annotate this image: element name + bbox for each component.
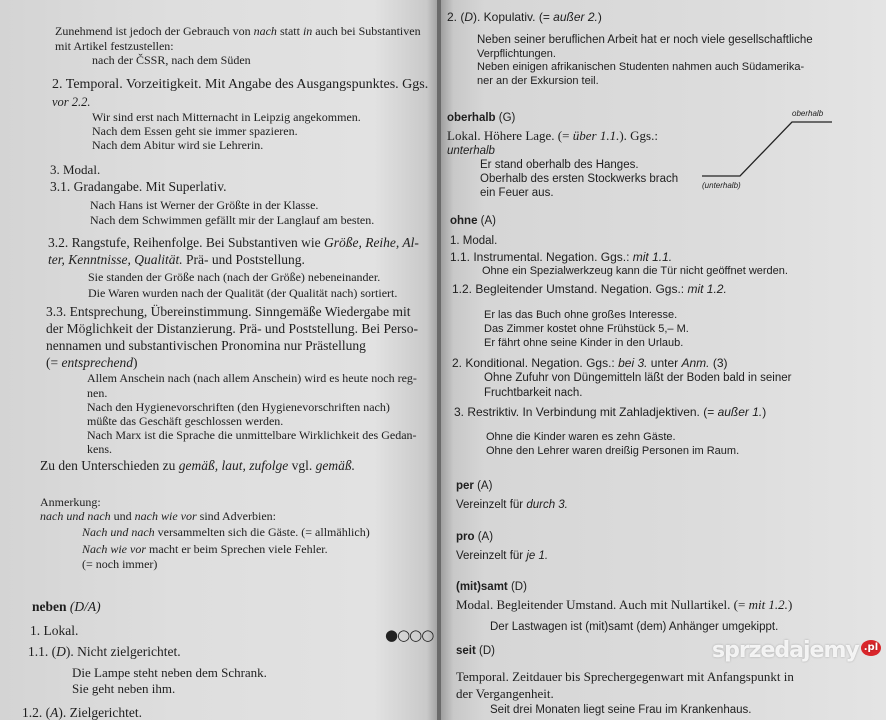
entry-headword: ohne [450,215,478,227]
italic-term: unterhalb [447,145,495,157]
text-line [450,236,497,248]
text-segment: ). Kopulativ. (= [473,10,554,24]
text-line [55,25,421,37]
text-line [40,459,355,473]
text-segment: 2. ( [447,10,465,24]
text-line [456,687,554,700]
italic-term: je 1. [526,550,549,562]
text-segment: Temporal. Zeitdauer bis Sprechergegenwart mit Anfangspunkt in [456,669,794,684]
text-line [456,646,495,658]
text-line [32,600,101,614]
text-segment: Wir sind erst nach Mitternacht in Leipzig angekommen. [92,110,361,124]
text-segment: Die Waren wurden nach der Qualität (der Qualität nach) sortiert. [88,286,398,300]
slope-line-icon [700,105,850,185]
italic-term: über 1.1. [572,128,620,143]
italic-term: D [464,10,474,24]
text-segment: 1.1. Instrumental. Negation. Ggs.: [450,250,633,264]
text-segment: (D) [507,581,527,593]
diagram-label-lower: (unterhalb) [702,181,741,190]
text-line [87,401,390,413]
text-segment: Zunehmend ist jedoch der Gebrauch von [55,24,254,38]
text-segment: ) [787,597,793,612]
text-segment: statt [276,24,303,38]
italic-term: nach und nach [40,509,111,523]
text-line [88,271,380,283]
text-segment: 2. Temporal. Vorzeitigkeit. Mit Angabe des Ausgangspunktes. Ggs. [52,77,429,92]
text-segment: müßte das Geschäft geschlossen werden. [87,414,284,428]
text-line [46,322,418,336]
italic-term: mit 1.2. [687,282,727,296]
text-line [82,526,370,538]
italic-term: D [56,644,66,659]
text-segment: Lokal. Höhere Lage. (= [447,128,573,143]
text-line [48,253,305,267]
text-line [452,283,727,295]
text-segment: mit Artikel festzustellen: [55,39,174,53]
text-line [456,532,493,544]
text-segment: Neben seiner beruflichen Arbeit hat er noch viele gesellschaftliche [477,34,813,46]
italic-term: bei 3. [618,356,648,370]
text-line [447,113,515,125]
italic-term: vor 2.2. [52,95,91,109]
text-line [486,446,739,457]
text-line [456,670,794,683]
text-segment: (D) [475,645,495,657]
text-line [50,163,100,176]
text-line [456,582,527,594]
watermark-text: sprzedajemy [712,638,859,663]
italic-term: A [50,705,59,720]
gallery-pagination-dots[interactable]: ●○○○ [385,626,434,644]
text-segment: kens. [87,442,112,456]
text-segment: vgl. [288,458,316,473]
text-line [456,500,568,512]
text-line [456,551,548,563]
text-line [456,481,492,493]
text-segment: ) [597,10,602,24]
text-segment: ). Nicht zielgerichtet. [65,644,181,659]
text-line [482,266,788,277]
text-segment: unter [647,356,682,370]
text-segment: Ohne die Kinder waren es zehn Gäste. [486,431,676,443]
text-line [46,305,411,319]
text-segment: der Möglichkeit der Distanzierung. Prä- und Poststellung. Bei Perso- [46,321,418,336]
text-line [88,287,397,299]
watermark-suffix: .pl [861,640,881,656]
text-line [484,338,683,349]
italic-term: mit 1.2. [748,597,788,612]
italic-term: außer 2. [553,10,598,24]
text-segment: nennamen und substantivischen Pronomina nur Prästellung [46,338,366,353]
text-line [452,357,728,369]
entry-headword: per [456,480,474,492]
text-line [90,199,318,211]
watermark-logo [712,640,881,662]
text-segment: Ohne ein Spezialwerkzeug kann die Tür nicht geöffnet werden. [482,265,788,277]
text-segment: Er fährt ohne seine Kinder in den Urlaub. [484,337,684,349]
text-line [72,666,267,679]
text-segment: ). Zielgerichtet. [58,705,142,720]
italic-term: (D/A) [66,599,101,614]
text-line [52,96,91,109]
italic-term: mit 1.1. [632,250,673,264]
entry-headword: oberhalb [447,112,496,124]
text-segment: Fruchtbarkeit nach. [484,387,583,399]
text-segment: 1.2. Begleitender Umstand. Negation. Ggs.: [452,282,688,296]
text-segment: 3.3. Entsprechung, Übereinstimmung. Sinngemäße Wiedergabe mit [46,304,411,319]
text-line [90,214,374,226]
text-segment: Vereinzelt für [456,499,527,511]
diagram-label-upper: oberhalb [792,109,824,118]
text-line [30,624,78,638]
italic-term: nach [253,24,277,38]
entry-headword: (mit)samt [456,581,508,593]
text-segment: Seit drei Monaten liegt seine Frau im Krankenhaus. [490,704,752,716]
italic-term: ter, Kenntnisse, Qualität. [48,252,183,267]
oberhalb-diagram [700,105,850,197]
text-line [490,622,778,634]
text-line [92,111,361,123]
text-segment: nen. [87,386,108,400]
text-segment: ein Feuer aus. [480,187,554,199]
text-line [92,125,298,137]
text-line [46,339,366,353]
text-segment: 3.1. Gradangabe. Mit Superlativ. [50,179,227,194]
text-segment: Vereinzelt für [456,550,527,562]
text-line [450,251,672,263]
text-line [456,598,792,611]
text-segment: 3. Restriktiv. In Verbindung mit Zahladjektiven. (= [454,405,718,419]
text-segment: (A) [477,215,497,227]
text-line [484,324,689,335]
text-line [92,54,251,66]
italic-term: Anm. [681,356,710,370]
text-segment: Neben einigen afrikanischen Studenten nahmen auch Südamerika- [477,61,805,73]
text-segment: Nach Marx ist die Sprache die unmittelbare Wirklichkeit des Gedan- [87,428,417,442]
text-line [477,76,599,87]
text-line [484,310,677,321]
text-segment: Nach dem Essen geht sie immer spazieren. [92,124,298,138]
text-segment: Anmerkung: [40,495,101,509]
text-line [40,510,276,522]
text-line [82,543,328,555]
text-segment: versammelten sich die Gäste. (= allmählich) [154,525,370,539]
text-segment: der Vergangenheit. [456,686,554,701]
text-segment: (3) [709,356,728,370]
text-segment: auch bei Substantiven [312,24,421,38]
text-line [50,180,226,194]
text-line [55,40,174,52]
text-segment: Verpflichtungen. [477,48,556,60]
text-segment: Das Zimmer kostet ohne Frühstück 5,– M. [484,323,689,335]
text-line [52,78,428,92]
text-segment: 3.2. Rangstufe, Reihenfolge. Bei Substantiven wie [48,235,324,250]
text-line [450,216,496,228]
entry-headword: seit [456,645,476,657]
text-segment: ner an der Exkursion teil. [477,75,599,87]
italic-term: Größe, Reihe, Al- [323,235,419,250]
text-segment: nach der ČSSR, nach dem Süden [92,53,251,67]
text-segment: Er las das Buch ohne großes Interesse. [484,309,678,321]
text-segment: 1. Modal. [450,235,498,247]
text-segment: (A) [474,531,494,543]
text-segment: Modal. Begleitender Umstand. Auch mit Nullartikel. (= [456,597,749,612]
text-line [447,129,658,142]
text-segment: Prä- und Poststellung. [182,252,305,267]
text-line [477,62,804,73]
text-line [46,356,137,370]
text-segment: sind Adverbien: [196,509,276,523]
text-line [477,35,813,47]
text-segment: 1. Lokal. [30,623,79,638]
text-line [477,49,556,60]
text-segment: Allem Anschein nach (nach allem Anschein) wird es heute noch reg- [87,371,417,385]
text-line [72,682,175,695]
text-segment: Sie standen der Größe nach (nach der Größe) nebeneinander. [88,270,381,284]
text-segment: Ohne den Lehrer waren dreißig Personen im Raum. [486,445,740,457]
text-line [480,174,678,186]
text-segment: Oberhalb des ersten Stockwerks brach [480,173,679,185]
italic-term: Nach und nach [82,525,155,539]
text-segment: Nach den Hygienevorschriften (den Hygienevorschriften nach) [87,400,390,414]
italic-term: Nach wie vor [82,542,146,556]
text-segment: und [110,509,135,523]
text-segment: ) [762,405,767,419]
text-line [82,558,157,570]
text-line [480,160,639,172]
text-segment: (= noch immer) [82,557,158,571]
text-segment: Nach Hans ist Werner der Größte in der Klasse. [90,198,319,212]
book-gutter [437,0,441,720]
text-segment: 2. Konditional. Negation. Ggs.: [452,356,619,370]
text-line [484,373,792,385]
italic-term: in [302,24,313,38]
text-segment: 1.1. ( [28,644,57,659]
text-segment: macht er beim Sprechen viele Fehler. [146,542,328,556]
text-segment: ) [132,355,138,370]
text-line [22,706,142,720]
entry-headword: pro [456,531,475,543]
text-line [447,146,495,158]
text-segment: Er stand oberhalb des Hanges. [480,159,639,171]
text-segment: Nach dem Schwimmen gefällt mir der Langlauf am besten. [90,213,375,227]
text-line [490,705,751,717]
italic-term: gemäß, laut, zufolge [178,458,289,473]
text-line [87,372,417,384]
text-segment: Die Lampe steht neben dem Schrank. [72,665,267,680]
italic-term: entsprechend [61,355,133,370]
italic-term: nach wie vor [134,509,197,523]
text-segment: Zu den Unterschieden zu [40,458,179,473]
text-line [480,188,554,200]
entry-headword: neben [32,599,67,614]
italic-term: durch 3. [526,499,568,511]
text-segment: ). Ggs.: [619,128,658,143]
text-line [40,496,101,508]
text-segment: 1.2. ( [22,705,51,720]
text-line [87,387,107,399]
text-segment: Der Lastwagen ist (mit)samt (dem) Anhänger umgekippt. [490,621,779,633]
text-segment: (A) [473,480,493,492]
text-segment: (G) [495,112,516,124]
text-line [87,415,283,427]
text-line [28,645,181,659]
text-segment: (= [46,355,62,370]
text-line [486,432,676,443]
text-segment: 3. Modal. [50,162,101,177]
text-segment: Ohne Zufuhr von Düngemitteln läßt der Boden bald in seiner [484,372,792,384]
text-line [454,406,766,418]
text-segment: Sie geht neben ihm. [72,681,176,696]
italic-term: gemäß. [315,458,355,473]
text-line [92,139,263,151]
text-line [484,388,582,400]
italic-term: außer 1. [717,405,763,419]
text-line [87,429,417,441]
text-segment: Nach dem Abitur wird sie Lehrerin. [92,138,264,152]
text-line [48,236,419,250]
text-line [447,11,602,23]
left-book-page [0,0,440,720]
text-line [87,443,112,455]
